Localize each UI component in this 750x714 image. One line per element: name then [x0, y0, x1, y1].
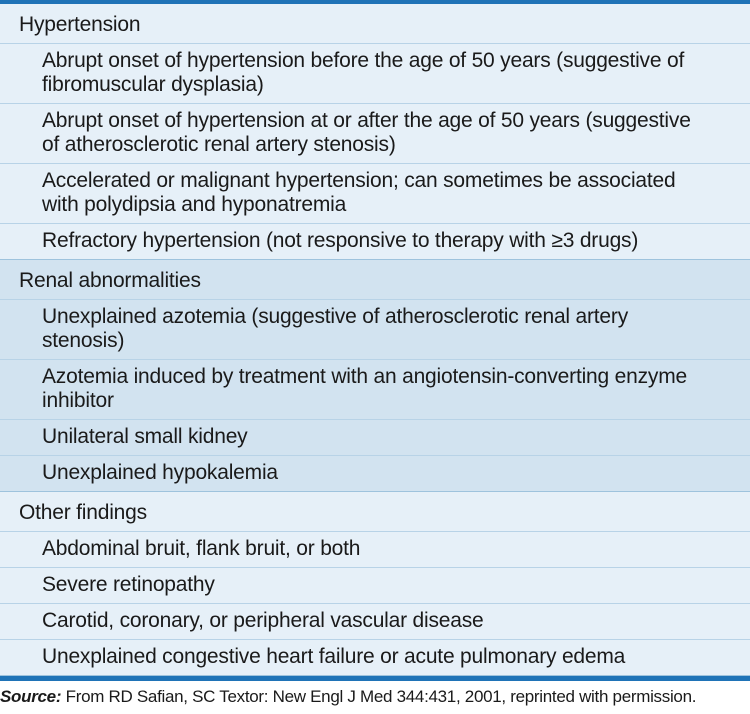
list-item: Accelerated or malignant hypertension; can sometimes be associated with polydipsia and hyponatremia	[0, 163, 750, 223]
source-text: From RD Safian, SC Textor: New Engl J Med 344:431, 2001, reprinted with permission.	[61, 687, 697, 706]
section-heading: Renal abnormalities	[19, 269, 201, 292]
list-item: Unexplained azotemia (suggestive of atherosclerotic renal artery stenosis)	[0, 299, 750, 359]
list-item: Unilateral small kidney	[0, 419, 750, 455]
section-heading: Other findings	[19, 501, 147, 524]
source-note	[0, 681, 750, 707]
list-item: Carotid, coronary, or peripheral vascular disease	[0, 603, 750, 639]
source-label: Source:	[0, 687, 62, 706]
section-other-findings	[0, 492, 750, 676]
list-item: Abrupt onset of hypertension at or after the age of 50 years (suggestive of atherosclerotic renal artery stenosis)	[0, 103, 750, 163]
section-heading: Hypertension	[19, 13, 141, 36]
section-hypertension	[0, 4, 750, 260]
list-item: Abdominal bruit, flank bruit, or both	[0, 531, 750, 567]
list-item: Azotemia induced by treatment with an angiotensin-converting enzyme inhibitor	[0, 359, 750, 419]
section-renal-abnormalities	[0, 260, 750, 492]
list-item: Abrupt onset of hypertension before the age of 50 years (suggestive of fibromuscular dysplasia)	[0, 43, 750, 103]
list-item: Unexplained hypokalemia	[0, 455, 750, 491]
list-item: Severe retinopathy	[0, 567, 750, 603]
list-item: Unexplained congestive heart failure or acute pulmonary edema	[0, 639, 750, 675]
list-item: Refractory hypertension (not responsive to therapy with ≥3 drugs)	[0, 223, 750, 259]
